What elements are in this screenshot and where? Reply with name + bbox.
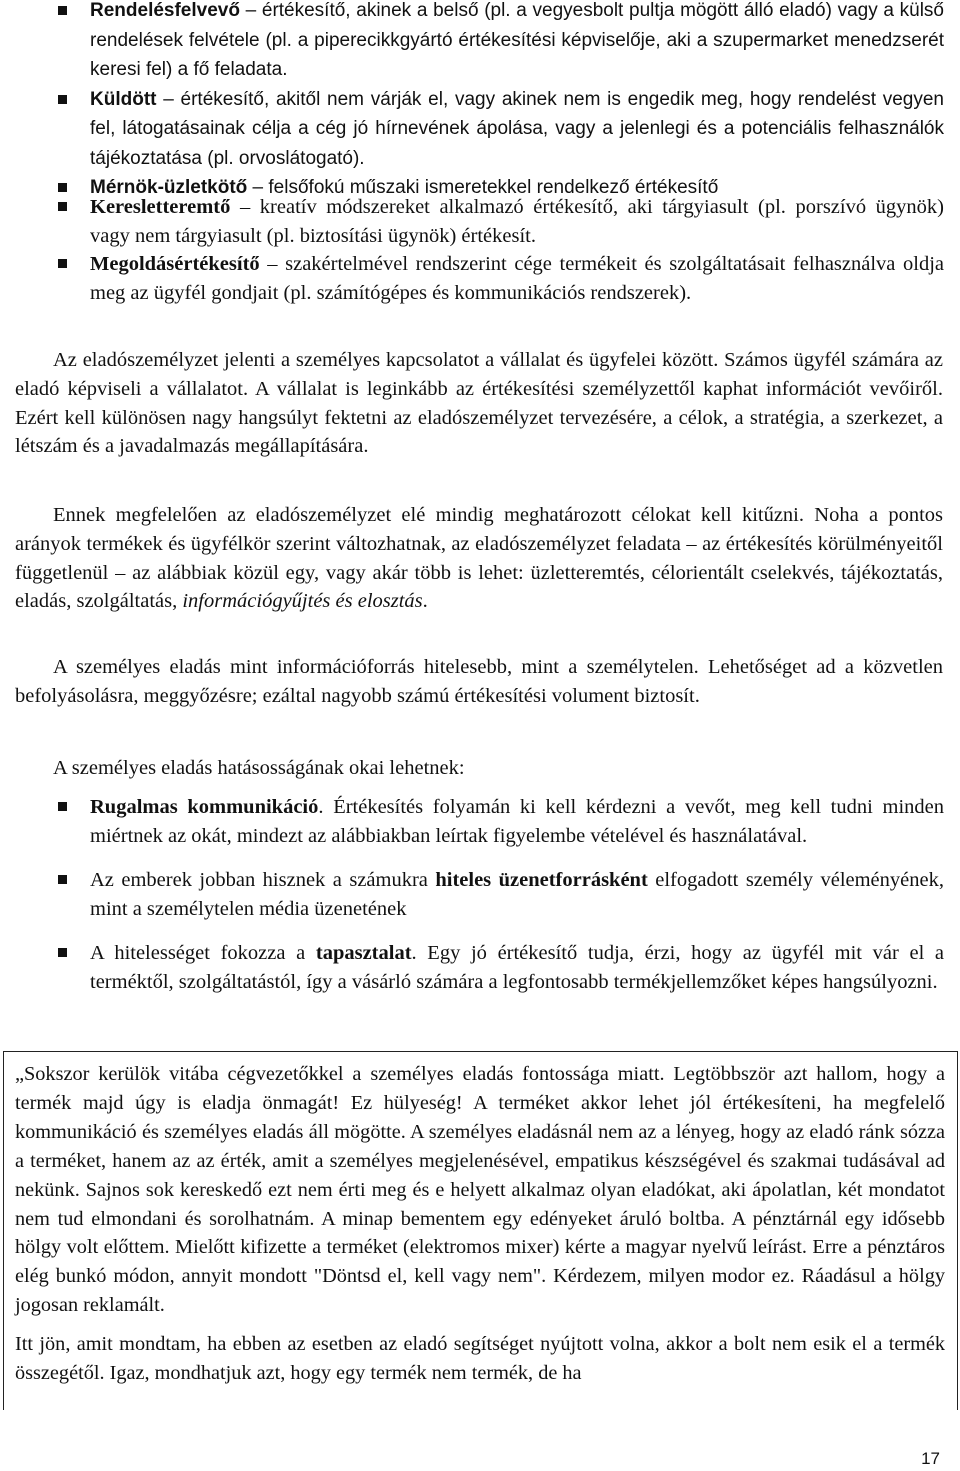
square-bullet-icon — [58, 948, 67, 957]
list-item — [0, 250, 960, 307]
item-highlight: Rugalmas kommunikáció — [90, 796, 319, 818]
term: Küldött — [90, 88, 157, 110]
list-item — [0, 939, 960, 997]
list-item — [0, 193, 960, 250]
item-highlight: hiteles üzenetforrásként — [435, 869, 648, 891]
square-bullet-icon — [58, 202, 67, 211]
paragraph-end: . — [422, 590, 428, 613]
item-text-after: . Értékesítés folyamán ki kell kérdezni a vevőt, meg kell tudni minden miértnek az okát, mindezt az alábbiakban leírtak figyelembe vételével és használatával. — [90, 796, 944, 847]
page-number: 17 — [921, 1449, 940, 1468]
term-description: – értékesítő, akinek a belső (pl. a vegyesbolt pultja mögött álló eladó) vagy a külső rendelések felvétele (pl. a piperecikkgyártó értékesítési képviselője, aki a szupermarket menedzserét keresi fel) a fő feladata. — [90, 0, 944, 80]
square-bullet-icon — [58, 183, 67, 192]
paragraph-effectiveness-intro: A személyes eladás hatásosságának okai lehetnek: — [53, 757, 465, 779]
term: Keresletteremtő — [90, 196, 231, 218]
item-text-after: . Egy jó értékesítő tudja, érzi, hogy az ügyfél mit vár el a terméktől, szolgáltatástól, így a vásárló számára a legfontosabb termékjellemzőket képes hangsúlyozni. — [90, 942, 945, 993]
term: Mérnök-üzletkötő — [90, 177, 248, 198]
italic-phrase: információgyűjtés és elosztás — [182, 590, 423, 613]
square-bullet-icon — [58, 259, 67, 268]
term-description: – kreatív módszereket alkalmazó értékesítő, aki tárgyiasult (pl. porszívó ügynök) vagy nem tárgyiasult (pl. biztosítási ügynök) értékesít. — [90, 196, 944, 247]
paragraph-text: Ennek megfelelően az eladószemélyzet elé mindig meghatározott célokat kell kitűzni. Noha a pontos arányok termékek és ügyfélkör szerint változhatnak, az eladószemélyzet feladata – az értékesítés körülményeitől függetlenül – az alábbiak közül egy, vagy akár több is lehet: üzletteremtés, célorientált cselekvés, tájékoztatás, eladás, szolgáltatás, — [15, 504, 943, 613]
list-item — [0, 0, 960, 85]
item-text-after: elfogadott személy véleményének, mint a személytelen média üzenetének — [90, 869, 944, 920]
list-item — [0, 866, 960, 924]
paragraph-information-source: A személyes eladás mint információforrás hitelesebb, mint a személytelen. Lehetőséget ad a közvetlen befolyásolásra, meggyőzésre; ezáltal nagyobb számú értékesítési volument biztosít. — [15, 656, 943, 707]
salesperson-types-list-continued — [0, 193, 960, 307]
quote-box — [3, 1051, 958, 1410]
term: Megoldásértékesítő — [90, 253, 260, 275]
item-highlight: tapasztalat — [315, 942, 412, 964]
list-item — [0, 85, 960, 174]
square-bullet-icon — [58, 875, 67, 884]
paragraph-sales-staff: Az eladószemélyzet jelenti a személyes kapcsolatot a vállalat és ügyfelei között. Számos ügyfél számára az eladó képviseli a vállalatot. A vállalat is leginkább az értékesítési személyzettől kaphat információt vevőiről. Ezért kell különösen nagy hangsúlyt fektetni az eladószemélyzet tervezésére, a célok, a stratégia, a szerkezet, a létszám és a javadalmazás megállapítására. — [15, 349, 943, 458]
quote-paragraph: „Sokszor kerülök vitába cégvezetőkkel a személyes eladás fontossága miatt. Legtöbbször azt hallom, hogy a termék majd úgy is eladja önmagát! Ez hülyeség! A terméket akkor lehet jól értékesíteni, ha megfelelő kommunikáció és személyes eladás áll mögötte. A személyes eladásnál nem az a lényeg, hogy az eladó ránk sózza a terméket, hanem az az érték, amit a személyes megjelenésével, empatikus készségével és szakmai tudásával ad nekünk. Sajnos sok kereskedő ezt nem érti meg és e helyett alkalmaz olyan eladókat, aki ápolatlan, két mondatot nem tud elmondani és sorolhatnám. A minap bementem egy edényeket áruló boltba. A pénztárnál egy idősebb hölgy volt előttem. Mielőtt kifizette a terméket (elektromos mixer) kérte a magyar nyelvű leírást. Erre a pénztáros elég bunkó módon, annyit mondott "Döntsd el, kell vagy nem". Kérdezem, milyen modor ez. Ráadásul a hölgy jogosan reklamált. — [15, 1063, 945, 1317]
item-text-before: Az emberek jobban hisznek a számukra — [90, 869, 436, 891]
item-text-before: A hitelességet fokozza a — [90, 942, 316, 964]
paragraph-sales-goals — [15, 501, 943, 616]
term-description: – felsőfokú műszaki ismeretekkel rendelkező értékesítő — [247, 177, 719, 198]
square-bullet-icon — [58, 6, 67, 15]
term: Rendelésfelvevő — [90, 0, 240, 21]
salesperson-types-list — [0, 0, 960, 203]
quote-paragraph: Itt jön, amit mondtam, ha ebben az esetben az eladó segítséget nyújtott volna, akkor a bolt nem esik el a termék összegétől. Igaz, mondhatjuk azt, hogy egy termék nem termék, de ha — [15, 1333, 945, 1385]
term-description: – szakértelmével rendszerint cége termékeit és szolgáltatásait felhasználva oldja meg az ügyfél gondjait (pl. számítógépes és kommunikációs rendszerek). — [90, 253, 944, 304]
list-item — [0, 793, 960, 851]
term-description: – értékesítő, akitől nem várják el, vagy akinek nem is engedik meg, hogy rendelést vegyen fel, látogatásainak célja a cég jó hírnevének ápolása, vagy a jelenlegi és a potenciális felhasználók tájékoztatása (pl. orvoslátogató). — [90, 88, 944, 169]
effectiveness-reasons-list — [0, 793, 960, 1012]
square-bullet-icon — [58, 95, 67, 104]
square-bullet-icon — [58, 802, 67, 811]
